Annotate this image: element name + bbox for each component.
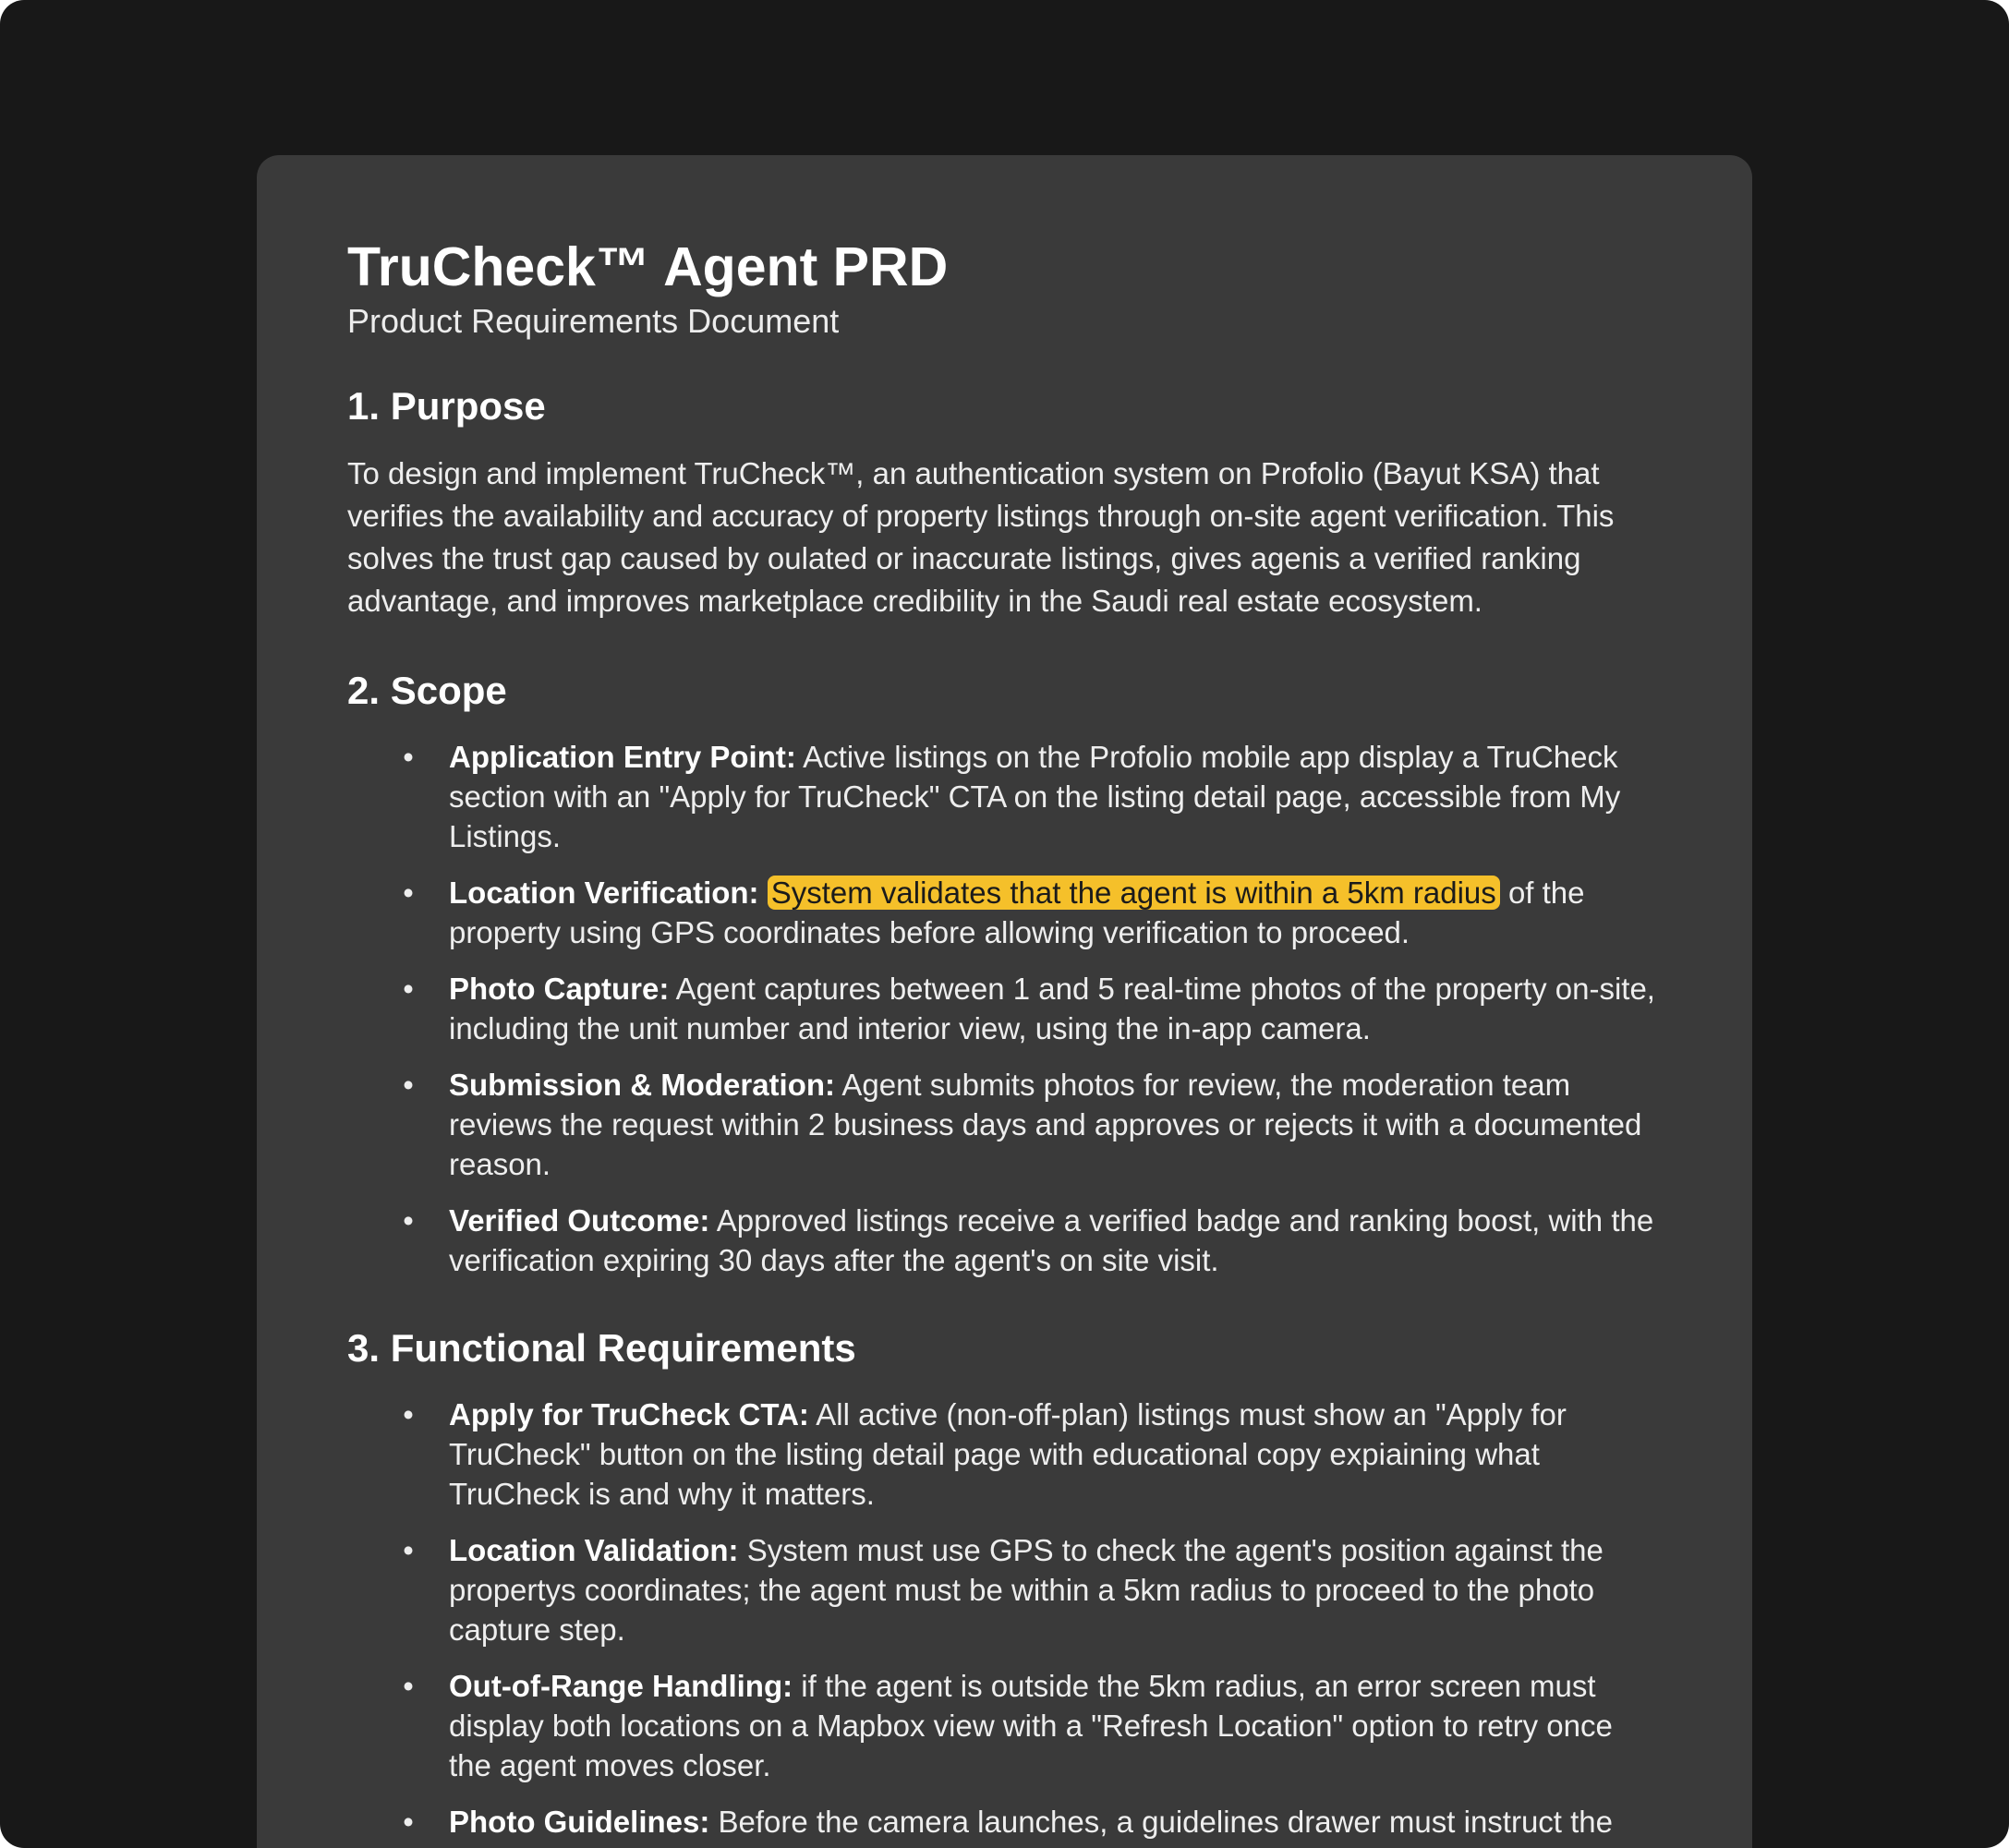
- list-item-label: Apply for TruCheck CTA:: [449, 1397, 809, 1431]
- section-heading-purpose: 1. Purpose: [347, 384, 546, 428]
- document-subtitle: Product Requirements Document: [347, 302, 840, 340]
- list-item-text: Active listings on the Profolio mobile app display a TruCheck section with an "Apply for TruCheck" CTA on the listing detail page, accessible from My Listings.: [449, 740, 1621, 853]
- list-item-text: Agent captures between 1 and 5 real-time photos of the property on-site, including the unit number and interior view, using the in-app camera.: [449, 972, 1655, 1045]
- bullet-icon: •: [403, 972, 414, 1006]
- document-title: TruCheck™ Agent PRD: [347, 236, 949, 297]
- list-item: [399, 1065, 1662, 1184]
- highlighted-text: System validates that the agent is within a 5km radius: [768, 876, 1500, 910]
- list-item-text: System must use GPS to check the agent's position against the propertys coordinates; the agent must be within a 5km radius to proceed to the photo capture step.: [449, 1533, 1604, 1647]
- list-item: [399, 1201, 1662, 1280]
- list-item-label: Submission & Moderation:: [449, 1068, 836, 1102]
- list-item-label: Photo Guidelines:: [449, 1805, 710, 1839]
- list-item-text: Approved listings receive a verified badge and ranking boost, with the verification expiring 30 days after the agent's on site visit.: [449, 1203, 1654, 1277]
- purpose-paragraph: To design and implement TruCheck™, an authentication system on Profolio (Bayut KSA) that verifies the availability and accuracy of property listings through on-site agent verification. This solves the trust gap caused by oulated or inaccurate listings, gives agenis a verified ranking advantage, and improves marketplace credibility in the Saudi real estate ecosystem.: [347, 456, 1615, 618]
- list-item: [399, 873, 1662, 952]
- list-item-label: Photo Capture:: [449, 972, 670, 1006]
- bullet-icon: •: [403, 1397, 414, 1431]
- scope-list: [347, 737, 1662, 1280]
- list-item: [399, 1802, 1662, 1842]
- list-item: [399, 1666, 1662, 1785]
- list-item: [399, 1530, 1662, 1649]
- bullet-icon: •: [403, 1533, 414, 1567]
- list-item-text: All active (non-off-plan) listings must show an "Apply for TruCheck" button on the listing detail page with educational copy expiaining what TruCheck is and why it matters.: [449, 1397, 1567, 1511]
- document-card: [257, 155, 1752, 1848]
- section-heading-functional-requirements: 3. Functional Requirements: [347, 1326, 856, 1370]
- list-item-text: if the agent is outside the 5km radius, an error screen must display both locations on a Mapbox view with a "Refresh Location" option to retry once the agent moves closer.: [449, 1669, 1613, 1782]
- bullet-icon: •: [403, 876, 414, 910]
- bullet-icon: •: [403, 1068, 414, 1102]
- bullet-icon: •: [403, 1669, 414, 1703]
- list-item-text: Before the camera launches, a guidelines drawer must instruct the: [709, 1805, 1614, 1839]
- list-item: [399, 1395, 1662, 1514]
- list-item-label: Out-of-Range Handling:: [449, 1669, 793, 1703]
- list-item-text: Agent submits photos for review, the moderation team reviews the request within 2 business days and approves or rejects it with a documented reason.: [449, 1068, 1642, 1181]
- bullet-icon: •: [403, 1805, 414, 1839]
- list-item-label: Application Entry Point:: [449, 740, 796, 774]
- section-heading-scope: 2. Scope: [347, 669, 507, 712]
- functional-requirements-list: [347, 1395, 1662, 1842]
- bullet-icon: •: [403, 740, 414, 774]
- list-item-label: Location Validation:: [449, 1533, 739, 1567]
- list-item-label: Location Verification:: [449, 876, 759, 910]
- list-item: [399, 969, 1662, 1048]
- list-item: [399, 737, 1662, 856]
- list-item-label: Verified Outcome:: [449, 1203, 710, 1238]
- list-item-text: of the property using GPS coordinates before allowing verification to proceed.: [449, 876, 1585, 949]
- bullet-icon: •: [403, 1203, 414, 1238]
